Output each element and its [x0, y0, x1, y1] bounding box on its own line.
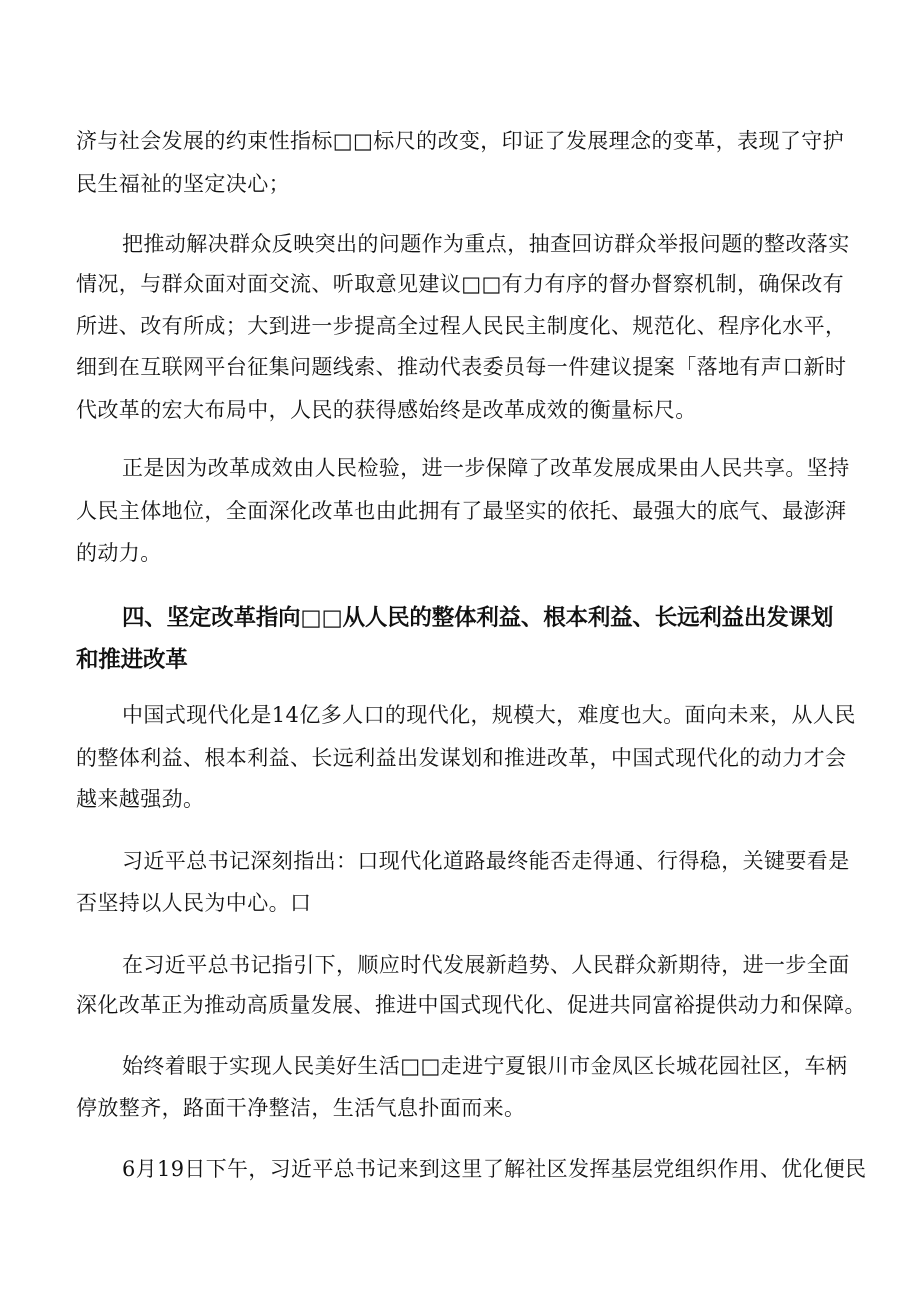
- text-line: 人民主体地位，全面深化改革也由此拥有了最坚实的依托、最强大的底气、最澎湃: [76, 499, 847, 523]
- text-line: 细到在互联网平台征集问题线索、推动代表委员每一件建议提案「落地有声口新时: [76, 355, 847, 379]
- text-line: 的整体利益、根本利益、长远利益出发谋划和推进改革，中国式现代化的动力才会: [76, 746, 847, 770]
- text-line: 所进、改有所成；大到进一步提高全过程人民民主制度化、规范化、程序化水平，: [76, 314, 847, 338]
- text-line: 把推动解决群众反映突出的问题作为重点，抽查回访群众举报问题的整改落实: [122, 232, 850, 256]
- text-line: 深化改革正为推动高质量发展、推进中国式现代化、促进共同富裕提供动力和保障。: [76, 993, 866, 1017]
- text-line: 的动力。: [76, 541, 162, 565]
- text-line: 中国式现代化是14亿多人口的现代化，规模大，难度也大。面向未来，从人民: [122, 703, 856, 727]
- text-line: 停放整齐，路面干净整洁，生活气息扑面而来。: [76, 1096, 526, 1120]
- heading-line: 和推进改革: [76, 647, 188, 673]
- text-line: 情况，与群众面对面交流、听取意见建议□□有力有序的督办督察机制，确保改有: [76, 272, 845, 296]
- text-line: 习近平总书记深刻指出：口现代化道路最终能否走得通、行得稳，关键要看是: [122, 849, 850, 873]
- text-line: 济与社会发展的约束性指标□□标尺的改变，印证了发展理念的变革，表现了守护: [76, 129, 845, 153]
- text-line: 在习近平总书记指引下，顺应时代发展新趋势、人民群众新期待，进一步全面: [122, 953, 850, 977]
- heading-line: 四、坚定改革指向□□从人民的整体利益、根本利益、长远利益出发课划: [122, 605, 834, 631]
- text-line: 正是因为改革成效由人民检验，进一步保障了改革发展成果由人民共享。坚持: [122, 456, 850, 480]
- text-line: 代改革的宏大布局中，人民的获得感始终是改革成效的衡量标尺。: [76, 398, 697, 422]
- text-line: 越来越强劲。: [76, 787, 205, 811]
- text-line: 6月19日下午，习近平总书记来到这里了解社区发挥基层党组织作用、优化便民: [122, 1157, 867, 1181]
- text-line: 始终着眼于实现人民美好生活□□走进宁夏银川市金凤区长城花园社区，车柄: [122, 1054, 848, 1078]
- text-line: 民生福祉的坚定决心；: [76, 172, 290, 196]
- text-line: 否坚持以人民为中心。口: [76, 891, 312, 915]
